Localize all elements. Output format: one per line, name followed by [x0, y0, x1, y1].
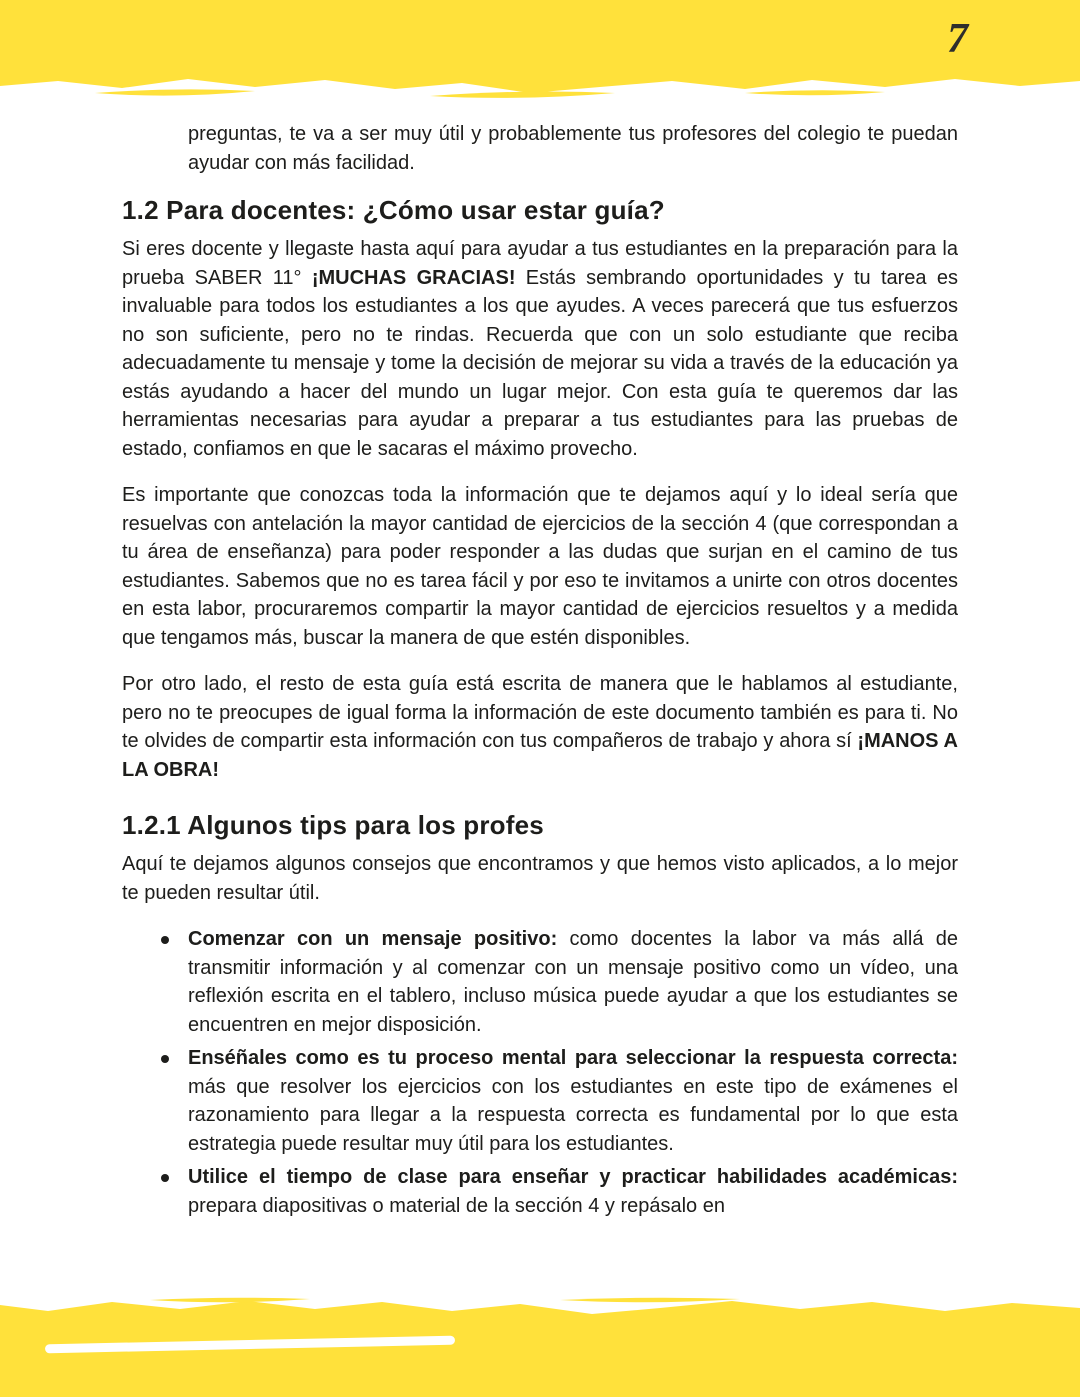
bullet-icon — [161, 936, 169, 944]
paragraph-docentes-1: Si eres docente y llegaste hasta aquí para ayudar a tus estudiantes en la preparación para la prueba SABER 11° ¡MUCHAS GRACIAS! Estás sembrando oportunidades y tu tarea es invaluable para todos los estudiantes a los que ayudes. A veces parecerá que tus esfuerzos no son suficiente, pero no te rindas. Recuerda que con un solo estudiante que reciba adecuadamente tu mensaje y tome la decisión de mejorar su vida a través de la educación ya estás ayudando a hacer del mundo un lugar mejor. Con esta guía te queremos dar las herramientas necesarias para ayudar a preparar a tus estudiantes para las pruebas de estado, confiamos en que le sacaras el máximo provecho. — [122, 238, 958, 460]
tip-item-text: Comenzar con un mensaje positivo: como docentes la labor va más allá de transmitir información y al comenzar con un mensaje positivo como un vídeo, una reflexión escrita en el tablero, incluso música puede ayudar a que los estudiantes se encuentren en mejor disposición. — [188, 928, 958, 1036]
lead-paragraph: preguntas, te va a ser muy útil y probablemente tus profesores del colegio te puedan ayudar con más facilidad. — [188, 123, 958, 174]
page-number: 7 — [947, 16, 968, 62]
tips-intro: Aquí te dejamos algunos consejos que encontramos y que hemos visto aplicados, a lo mejor te pueden resultar útil. — [122, 853, 958, 904]
section-heading-tips: 1.2.1 Algunos tips para los profes — [122, 810, 544, 840]
tip-item — [188, 1163, 958, 1220]
paragraph-docentes-2: Es importante que conozcas toda la información que te dejamos aquí y lo ideal sería que resuelvas con antelación la mayor cantidad de ejercicios de la sección 4 (que correspondan a tu área de enseñanza) para poder responder a las dudas que surjan en el camino de tus estudiantes. Sabemos que no es tarea fácil y por eso te invitamos a unirte con otros docentes en esta labor, procuraremos compartir la mayor cantidad de ejercicios resueltos y a medida que tengamos más, buscar la manera de que estén disponibles. — [122, 484, 958, 649]
brush-gap-decoration — [45, 1336, 455, 1354]
tip-item-text: Utilice el tiempo de clase para enseñar y practicar habilidades académicas: prepara diapositivas o material de la sección 4 y repásalo en — [188, 1166, 958, 1217]
content-area — [122, 120, 958, 1225]
brush-edge-bottom-icon — [0, 1296, 1080, 1330]
tip-item — [188, 925, 958, 1039]
tips-list — [122, 925, 958, 1220]
bottom-yellow-band — [0, 1330, 1080, 1397]
paragraph-docentes-3: Por otro lado, el resto de esta guía está escrita de manera que le hablamos al estudiante, pero no te preocupes de igual forma la información de este documento también es para ti. No te olvides de compartir esta información con tus compañeros de trabajo y ahora sí ¡MANOS A LA OBRA! — [122, 673, 958, 781]
section-heading-docentes: 1.2 Para docentes: ¿Cómo usar estar guía? — [122, 195, 665, 225]
top-yellow-band — [0, 0, 1080, 72]
tip-item-text: Enséñales como es tu proceso mental para seleccionar la respuesta correcta: más que resolver los ejercicios con los estudiantes en este tipo de exámenes el razonamiento para llegar a la respuesta correcta es fundamental por lo que esta estrategia puede resultar muy útil para los estudiantes. — [188, 1047, 958, 1155]
bullet-icon — [161, 1174, 169, 1182]
brush-edge-top-icon — [0, 72, 1080, 104]
tip-item — [188, 1044, 958, 1158]
bullet-icon — [161, 1055, 169, 1063]
